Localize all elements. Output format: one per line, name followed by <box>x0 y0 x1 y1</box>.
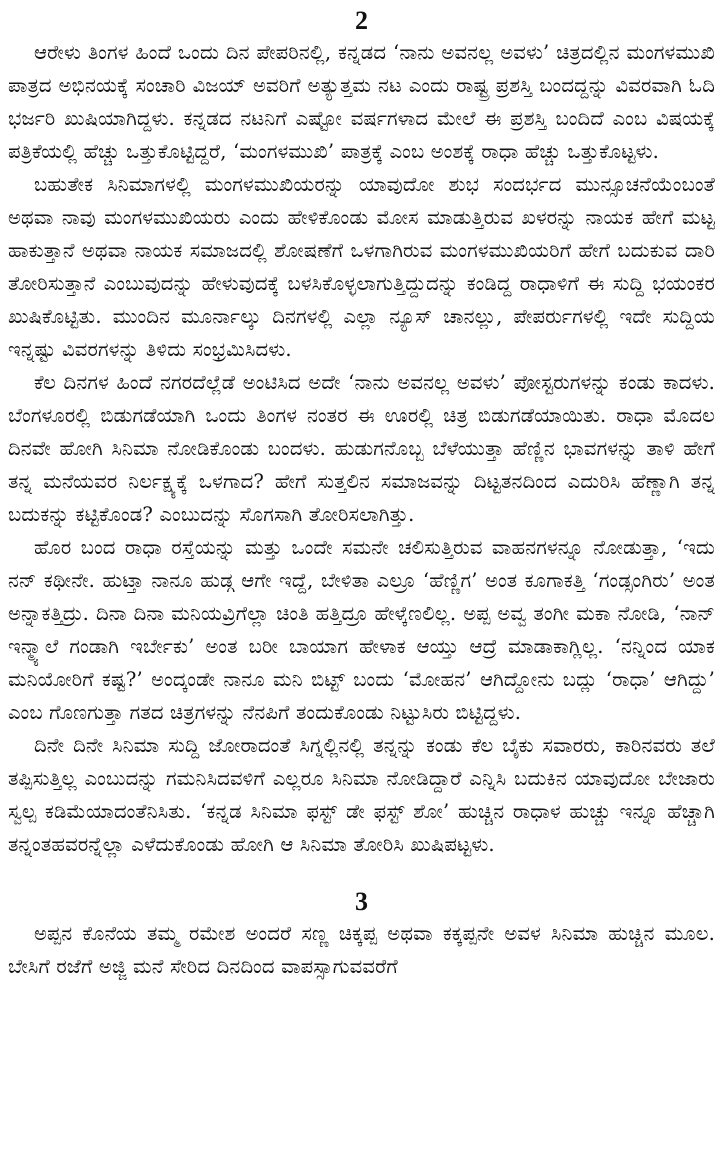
section-3 <box>8 887 715 983</box>
paragraph: ಆರೇಳು ತಿಂಗಳ ಹಿಂದೆ ಒಂದು ದಿನ ಪೇಪರಿನಲ್ಲಿ, ಕನ್ನಡದ ‘ನಾನು ಅವನಲ್ಲ ಅವಳು’ ಚಿತ್ರದಲ್ಲಿನ ಮಂಗಳಮುಖಿ ಪಾತ್ರದ ಅಭಿನಯಕ್ಕೆ ಸಂಚಾರಿ ವಿಜಯ್ ಅವರಿಗೆ ಅತ್ಯುತ್ತಮ ನಟ ಎಂದು ರಾಷ್ಟ್ರ ಪ್ರಶಸ್ತಿ ಬಂದದ್ದನ್ನು ವಿವರವಾಗಿ ಓದಿ ಭರ್ಜರಿ ಖುಷಿಯಾಗಿದ್ದಳು. ಕನ್ನಡದ ನಟನಿಗೆ ಎಷ್ಟೋ ವರ್ಷಗಳಾದ ಮೇಲೆ ಈ ಪ್ರಶಸ್ತಿ ಬಂದಿದೆ ಎಂಬ ವಿಷಯಕ್ಕೆ ಪತ್ರಿಕೆಯಲ್ಲಿ ಹೆಚ್ಚು ಒತ್ತುಕೊಟ್ಟಿದ್ದರೆ, ‘ಮಂಗಳಮುಖಿ’ ಪಾತ್ರಕ್ಕೆ ಎಂಬ ಅಂಶಕ್ಕೆ ರಾಧಾ ಹೆಚ್ಚು ಒತ್ತುಕೊಟ್ಟಳು. <box>8 41 715 163</box>
paragraph: ಹೊರ ಬಂದ ರಾಧಾ ರಸ್ತೆಯನ್ನು ಮತ್ತು ಒಂದೇ ಸಮನೇ ಚಲಿಸುತ್ತಿರುವ ವಾಹನಗಳನ್ನೂ ನೋಡುತ್ತಾ, ‘ಇದು ನನ್ ಕಥೀನೇ. ಹುಟ್ತಾ ನಾನೂ ಹುಡ್ಗ ಆಗೇ ಇದ್ದೆ, ಬೇಳಿತಾ ಎಲ್ರೂ ‘ಹೆಣ್ಣಿಗ’ ಅಂತ ಕೂಗಾಕತ್ತಿ ‘ಗಂಡ್ಸಂಗಿರು’ ಅಂತ ಅನ್ನಾಕತ್ತಿದ್ರು. ದಿನಾ ದಿನಾ ಮನಿಯವ್ರಿಗೆಲ್ಲಾ ಚಿಂತಿ ಹತ್ತಿದ್ರೂ ಹೇಳ್ಕೆಣಲಿಲ್ಲ. ಅಪ್ಪ ಅವ್ವ ತಂಗೀ ಮಕಾ ನೋಡಿ, ‘ನಾನ್ ಇನ್ಮ್ಯಾಲೆ ಗಂಡಾಗಿ ಇರ್ಬೇಕು’ ಅಂತ ಬರೀ ಬಾಯಾಗ ಹೇಳಾಕ ಆಯ್ತು ಆದ್ರೆ ಮಾಡಾಕಾಗ್ಲಿಲ್ಲ. ‘ನನ್ನಿಂದ ಯಾಕ ಮನಿಯೋರಿಗೆ ಕಷ್ಟ?’ ಅಂದ್ಕಂಡೇ ನಾನೂ ಮನಿ ಬಿಟ್ಟ್ ಬಂದು ‘ಮೋಹನ’ ಆಗಿದ್ದೋನು ಬದ್ಲು ‘ರಾಧಾ’ ಆಗಿದ್ದು’ ಎಂಬ ಗೊಣಗುತ್ತಾ ಗತದ ಚಿತ್ರಗಳನ್ನು ನೆನಪಿಗೆ ತಂದುಕೊಂಡು ನಿಟ್ಟುಸಿರು ಬಿಟ್ಟಿದ್ದಳು. <box>8 536 715 724</box>
paragraph: ಅಪ್ಪನ ಕೊನೆಯ ತಮ್ಮ ರಮೇಶ ಅಂದರೆ ಸಣ್ಣ ಚಿಕ್ಕಪ್ಪ ಅಥವಾ ಕಕ್ಕಪ್ಪನೇ ಅವಳ ಸಿನಿಮಾ ಹುಚ್ಚಿನ ಮೂಲ. ಬೇಸಿಗೆ ರಜೆಗೆ ಅಜ್ಜಿ ಮನೆ ಸೇರಿದ ದಿನದಿಂದ ವಾಪಸ್ಸಾಗುವವರೆಗೆ <box>8 922 715 978</box>
section-number: 3 <box>355 887 368 916</box>
paragraph: ಕೆಲ ದಿನಗಳ ಹಿಂದೆ ನಗರದೆಲ್ಲೆಡೆ ಅಂಟಿಸಿದ ಅದೇ ‘ನಾನು ಅವನಲ್ಲ ಅವಳು’ ಪೋಸ್ಟರುಗಳನ್ನು ಕಂಡು ಕಾದಳು. ಬೆಂಗಳೂರಲ್ಲಿ ಬಿಡುಗಡೆಯಾಗಿ ಒಂದು ತಿಂಗಳ ನಂತರ ಈ ಊರಲ್ಲಿ ಚಿತ್ರ ಬಿಡುಗಡೆಯಾಯಿತು. ರಾಧಾ ಮೊದಲ ದಿನವೇ ಹೋಗಿ ಸಿನಿಮಾ ನೋಡಿಕೊಂಡು ಬಂದಳು. ಹುಡುಗನೊಬ್ಬ ಬೆಳೆಯುತ್ತಾ ಹೆಣ್ಣಿನ ಭಾವಗಳನ್ನು ತಾಳಿ ಹೇಗೆ ತನ್ನ ಮನೆಯವರ ನಿರ್ಲಕ್ಷ್ಯಕ್ಕೆ ಒಳಗಾದ? ಹೇಗೆ ಸುತ್ತಲಿನ ಸಮಾಜವನ್ನು ದಿಟ್ಟತನದಿಂದ ಎದುರಿಸಿ ಹೆಣ್ಣಾಗಿ ತನ್ನ ಬದುಕನ್ನು ಕಟ್ಟಿಕೊಂಡ? ಎಂಬುದನ್ನು ಸೊಗಸಾಗಿ ತೋರಿಸಲಾಗಿತ್ತು. <box>8 371 715 526</box>
paragraph: ದಿನೇ ದಿನೇ ಸಿನಿಮಾ ಸುದ್ದಿ ಜೋರಾದಂತೆ ಸಿಗ್ನಲ್ಲಿನಲ್ಲಿ ತನ್ನನ್ನು ಕಂಡು ಕೆಲ ಬೈಕು ಸವಾರರು, ಕಾರಿನವರು ತಲೆ ತಪ್ಪಿಸುತ್ತಿಲ್ಲ ಎಂಬುದನ್ನು ಗಮನಿಸಿದವಳಿಗೆ ಎಲ್ಲರೂ ಸಿನಿಮಾ ನೋಡಿದ್ದಾರೆ ಎನ್ನಿಸಿ ಬದುಕಿನ ಯಾವುದೋ ಬೇಜಾರು ಸ್ವಲ್ಪ ಕಡಿಮೆಯಾದಂತೆನಿಸಿತು. ‘ಕನ್ನಡ ಸಿನಿಮಾ ಫಸ್ಟ್ ಡೇ ಫಸ್ಟ್ ಶೋ’ ಹುಚ್ಚಿನ ರಾಧಾಳ ಹುಚ್ಚು ಇನ್ನೂ ಹೆಚ್ಚಾಗಿ ತನ್ನಂತಹವರನ್ನೆಲ್ಲಾ ಎಳೆದುಕೊಂಡು ಹೋಗಿ ಆ ಸಿನಿಮಾ ತೋರಿಸಿ ಖುಷಿಪಟ್ಟಳು. <box>8 734 715 856</box>
paragraph: ಬಹುತೇಕ ಸಿನಿಮಾಗಳಲ್ಲಿ ಮಂಗಳಮುಖಿಯರನ್ನು ಯಾವುದೋ ಶುಭ ಸಂದರ್ಭದ ಮುನ್ಸೂಚನೆಯೆಂಬಂತೆ ಅಥವಾ ನಾವು ಮಂಗಳಮುಖಿಯರು ಎಂದು ಹೇಳಿಕೊಂಡು ಮೋಸ ಮಾಡುತ್ತಿರುವ ಖಳರನ್ನು ನಾಯಕ ಹೇಗೆ ಮಟ್ಟ ಹಾಕುತ್ತಾನೆ ಅಥವಾ ನಾಯಕ ಸಮಾಜದಲ್ಲಿ ಶೋಷಣೆಗೆ ಒಳಗಾಗಿರುವ ಮಂಗಳಮುಖಿಯರಿಗೆ ಹೇಗೆ ಬದುಕುವ ದಾರಿ ತೋರಿಸುತ್ತಾನೆ ಎಂಬುವುದನ್ನು ಹೇಳುವುದಕ್ಕೆ ಬಳಸಿಕೊಳ್ಳಲಾಗುತ್ತಿದ್ದುದನ್ನು ಕಂಡಿದ್ದ ರಾಧಾಳಿಗೆ ಈ ಸುದ್ದಿ ಭಯಂಕರ ಖುಷಿಕೊಟ್ಟಿತು. ಮುಂದಿನ ಮೂರ್ನಾಲ್ಕು ದಿನಗಳಲ್ಲಿ ಎಲ್ಲಾ ನ್ಯೂಸ್ ಚಾನಲ್ಲು, ಪೇಪರ್ರುಗಳಲ್ಲಿ ಇದೇ ಸುದ್ದಿಯ ಇನ್ನಷ್ಟು ವಿವರಗಳನ್ನು ತಿಳಿದು ಸಂಭ್ರಮಿಸಿದಳು. <box>8 173 715 361</box>
section-2 <box>8 6 715 861</box>
section-number: 2 <box>355 6 368 35</box>
